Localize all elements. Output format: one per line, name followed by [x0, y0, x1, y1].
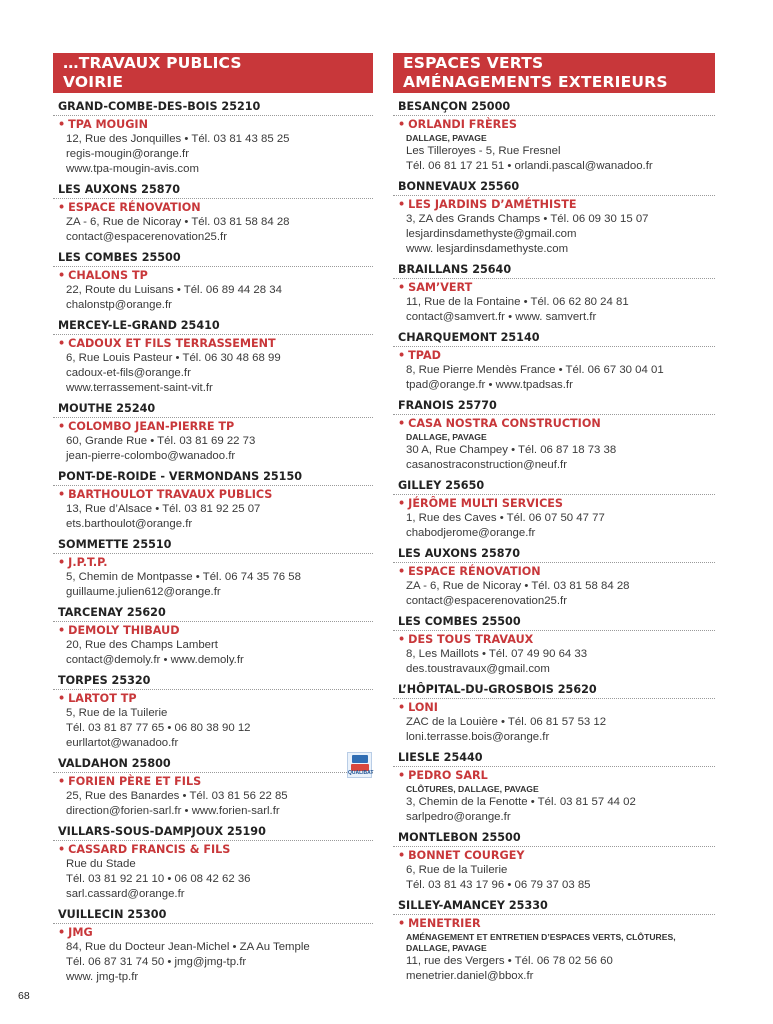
entry-city: CHARQUEMONT 25140 — [393, 330, 715, 347]
bullet-icon: • — [58, 556, 66, 569]
entry-contact-line: www. jmg-tp.fr — [66, 971, 139, 983]
directory-entry — [393, 478, 715, 541]
entry-contact-line: 11, Rue de la Fontaine • Tél. 06 62 80 24 81 — [406, 296, 629, 308]
directory-entry — [53, 824, 373, 902]
entry-contact-line: 30 A, Rue Champey • Tél. 06 87 18 73 38 — [406, 444, 617, 456]
entry-contact-line: ets.barthoulot@orange.fr — [66, 518, 193, 530]
bullet-icon: • — [398, 349, 406, 362]
directory-entry — [53, 250, 373, 313]
entry-contact-line: 5, Chemin de Montpasse • Tél. 06 74 35 76 58 — [66, 571, 301, 583]
directory-entry — [53, 99, 373, 177]
entry-contact-line: 60, Grande Rue • Tél. 03 81 69 22 73 — [66, 435, 256, 447]
entry-company — [53, 201, 373, 215]
entry-contact-line: www.tpa-mougin-avis.com — [66, 163, 199, 175]
entry-company — [393, 349, 715, 363]
company-name: BARTHOULOT TRAVAUX PUBLICS — [68, 488, 273, 501]
directory-entry — [393, 830, 715, 893]
entry-contact-line: 5, Rue de la Tuilerie — [66, 707, 168, 719]
entry-company — [393, 701, 715, 715]
entry-contact-line: www. lesjardinsdamethyste.com — [406, 243, 569, 255]
directory-entry — [53, 182, 373, 245]
section-header-travaux-publics — [53, 53, 373, 93]
entry-contact-line: 84, Rue du Docteur Jean-Michel • ZA Au Temple — [66, 941, 310, 953]
badge-top-shape — [352, 755, 368, 763]
directory-entry — [393, 179, 715, 257]
right-column — [393, 53, 715, 989]
entry-city: BONNEVAUX 25560 — [393, 179, 715, 196]
entry-contact-line: regis-mougin@orange.fr — [66, 148, 189, 160]
company-name: DES TOUS TRAVAUX — [408, 633, 534, 646]
company-name: TPA MOUGIN — [68, 118, 148, 131]
directory-entry — [53, 537, 373, 600]
entry-contact-line: contact@espacerenovation25.fr — [406, 595, 568, 607]
entry-contact-line: eurllartot@wanadoo.fr — [66, 737, 179, 749]
entry-contact-line: Tél. 03 81 43 17 96 • 06 79 37 03 85 — [406, 879, 591, 891]
entry-contact-line: Tél. 06 87 31 74 50 • jmg@jmg-tp.fr — [66, 956, 247, 968]
entry-note: AMÉNAGEMENT ET ENTRETIEN D’ESPACES VERTS, CLÔTURES, DALLAGE, PAVAGE — [406, 932, 676, 953]
left-column — [53, 53, 373, 990]
bullet-icon: • — [58, 624, 66, 637]
entry-company — [53, 118, 373, 132]
entry-contact-line: menetrier.daniel@bbox.fr — [406, 970, 534, 982]
entry-city: TORPES 25320 — [53, 673, 373, 690]
entry-contact-line: Les Tilleroyes - 5, Rue Fresnel — [406, 145, 561, 157]
company-name: SAM’VERT — [408, 281, 473, 294]
entry-contact-line: sarl.cassard@orange.fr — [66, 888, 185, 900]
directory-entry — [393, 99, 715, 174]
directory-entry — [393, 898, 715, 984]
bullet-icon: • — [58, 420, 66, 433]
entry-contact-line: ZA - 6, Rue de Nicoray • Tél. 03 81 58 84 28 — [406, 580, 630, 592]
entry-contact-line: 6, Rue de la Tuilerie — [406, 864, 508, 876]
entry-company — [53, 269, 373, 283]
entry-city: SILLEY-AMANCEY 25330 — [393, 898, 715, 915]
entry-city: L’HÔPITAL-DU-GROSBOIS 25620 — [393, 682, 715, 699]
company-name: ORLANDI FRÈRES — [408, 118, 517, 131]
directory-entry — [393, 614, 715, 677]
entry-city: VUILLECIN 25300 — [53, 907, 373, 924]
entry-company — [53, 926, 373, 940]
entry-city: GILLEY 25650 — [393, 478, 715, 495]
entry-city: MERCEY-LE-GRAND 25410 — [53, 318, 373, 335]
directory-entry — [393, 546, 715, 609]
entry-company — [393, 281, 715, 295]
entry-city: PONT-DE-ROIDE - VERMONDANS 25150 — [53, 469, 373, 486]
entry-contact-line: Tél. 03 81 87 77 65 • 06 80 38 90 12 — [66, 722, 251, 734]
entry-contact-line: 20, Rue des Champs Lambert — [66, 639, 218, 651]
company-name: BONNET COURGEY — [408, 849, 525, 862]
bullet-icon: • — [58, 775, 66, 788]
entry-company — [393, 118, 715, 132]
entry-company — [393, 917, 715, 931]
bullet-icon: • — [398, 497, 406, 510]
directory-entry — [53, 318, 373, 396]
entry-company — [393, 849, 715, 863]
entry-note: DALLAGE, PAVAGE — [406, 432, 487, 442]
right-entries-list — [393, 99, 715, 984]
entry-contact-line: contact@demoly.fr • www.demoly.fr — [66, 654, 244, 666]
entry-contact-line: 11, rue des Vergers • Tél. 06 78 02 56 60 — [406, 955, 613, 967]
bullet-icon: • — [398, 701, 406, 714]
company-name: JMG — [68, 926, 93, 939]
entry-contact-line: des.toustravaux@gmail.com — [406, 663, 550, 675]
entry-city: BRAILLANS 25640 — [393, 262, 715, 279]
company-name: LES JARDINS D’AMÉTHISTE — [408, 198, 577, 211]
company-name: FORIEN PÈRE ET FILS — [68, 775, 202, 788]
bullet-icon: • — [58, 201, 66, 214]
header-line-1: ESPACES VERTS — [403, 54, 544, 72]
entry-city: FRANOIS 25770 — [393, 398, 715, 415]
company-name: CASA NOSTRA CONSTRUCTION — [408, 417, 601, 430]
company-name: TPAD — [408, 349, 441, 362]
company-name: ESPACE RÉNOVATION — [408, 565, 541, 578]
entry-contact-line: casanostraconstruction@neuf.fr — [406, 459, 567, 471]
entry-contact-line: sarlpedro@orange.fr — [406, 811, 511, 823]
company-name: COLOMBO JEAN-PIERRE TP — [68, 420, 235, 433]
entry-contact-line: 25, Rue des Banardes • Tél. 03 81 56 22 85 — [66, 790, 288, 802]
entry-city: VILLARS-SOUS-DAMPJOUX 25190 — [53, 824, 373, 841]
header-line-2: VOIRIE — [63, 73, 124, 91]
entry-contact-line: 1, Rue des Caves • Tél. 06 07 50 47 77 — [406, 512, 605, 524]
directory-entry — [393, 262, 715, 325]
directory-entry — [393, 682, 715, 745]
company-name: LARTOT TP — [68, 692, 137, 705]
company-name: CASSARD FRANCIS & FILS — [68, 843, 231, 856]
entry-city: LES AUXONS 25870 — [53, 182, 373, 199]
bullet-icon: • — [398, 417, 406, 430]
entry-contact-line: 8, Les Maillots • Tél. 07 49 90 64 33 — [406, 648, 588, 660]
entry-company — [393, 565, 715, 579]
entry-company — [53, 692, 373, 706]
entry-city: LIESLE 25440 — [393, 750, 715, 767]
page-number: 68 — [18, 990, 30, 1002]
entry-city: MOUTHE 25240 — [53, 401, 373, 418]
company-name: LONI — [408, 701, 438, 714]
entry-city: LES COMBES 25500 — [393, 614, 715, 631]
bullet-icon: • — [58, 843, 66, 856]
entry-contact-line: contact@samvert.fr • www. samvert.fr — [406, 311, 597, 323]
entry-contact-line: Rue du Stade — [66, 858, 136, 870]
entry-contact-line: 22, Route du Luisans • Tél. 06 89 44 28 34 — [66, 284, 282, 296]
entry-contact-line: ZA - 6, Rue de Nicoray • Tél. 03 81 58 84 28 — [66, 216, 290, 228]
entry-contact-line: 3, ZA des Grands Champs • Tél. 06 09 30 15 07 — [406, 213, 649, 225]
bullet-icon: • — [58, 692, 66, 705]
entry-company — [53, 337, 373, 351]
entry-company — [393, 198, 715, 212]
directory-entry — [393, 750, 715, 825]
badge-label: QUALIBAT — [348, 770, 374, 776]
entry-city: GRAND-COMBE-DES-BOIS 25210 — [53, 99, 373, 116]
company-name: PEDRO SARL — [408, 769, 488, 782]
entry-contact-line: guillaume.julien612@orange.fr — [66, 586, 221, 598]
entry-company — [393, 417, 715, 431]
section-header-espaces-verts — [393, 53, 715, 93]
entry-company — [53, 488, 373, 502]
entry-city: SOMMETTE 25510 — [53, 537, 373, 554]
company-name: JÉRÔME MULTI SERVICES — [408, 497, 563, 510]
bullet-icon: • — [398, 565, 406, 578]
bullet-icon: • — [58, 926, 66, 939]
entry-note: CLÔTURES, DALLAGE, PAVAGE — [406, 784, 539, 794]
entry-contact-line: chabodjerome@orange.fr — [406, 527, 536, 539]
entry-company — [53, 420, 373, 434]
company-name: J.P.T.P. — [68, 556, 108, 569]
company-name: ESPACE RÉNOVATION — [68, 201, 201, 214]
entry-company — [393, 497, 715, 511]
directory-entry — [53, 401, 373, 464]
directory-entry — [53, 756, 373, 819]
entry-contact-line: ZAC de la Louière • Tél. 06 81 57 53 12 — [406, 716, 607, 728]
left-entries-list — [53, 99, 373, 985]
entry-contact-line: 3, Chemin de la Fenotte • Tél. 03 81 57 44 02 — [406, 796, 636, 808]
entry-company — [393, 633, 715, 647]
bullet-icon: • — [398, 917, 406, 930]
entry-note: DALLAGE, PAVAGE — [406, 133, 487, 143]
entry-contact-line: 8, Rue Pierre Mendès France • Tél. 06 67 30 04 01 — [406, 364, 664, 376]
entry-city: MONTLEBON 25500 — [393, 830, 715, 847]
entry-contact-line: loni.terrasse.bois@orange.fr — [406, 731, 550, 743]
bullet-icon: • — [398, 198, 406, 211]
entry-contact-line: contact@espacerenovation25.fr — [66, 231, 228, 243]
entry-company — [53, 775, 373, 789]
directory-entry — [393, 398, 715, 473]
company-name: DEMOLY THIBAUD — [68, 624, 180, 637]
bullet-icon: • — [398, 769, 406, 782]
header-line-2: AMÉNAGEMENTS EXTERIEURS — [403, 73, 668, 91]
entry-contact-line: 12, Rue des Jonquilles • Tél. 03 81 43 85 25 — [66, 133, 290, 145]
entry-contact-line: tpad@orange.fr • www.tpadsas.fr — [406, 379, 573, 391]
entry-company — [393, 769, 715, 783]
bullet-icon: • — [58, 269, 66, 282]
company-name: MENETRIER — [408, 917, 481, 930]
company-name: CADOUX ET FILS TERRASSEMENT — [68, 337, 276, 350]
directory-entry — [53, 469, 373, 532]
entry-contact-line: cadoux-et-fils@orange.fr — [66, 367, 191, 379]
directory-entry — [53, 907, 373, 985]
entry-contact-line: jean-pierre-colombo@wanadoo.fr — [66, 450, 236, 462]
directory-entry — [393, 330, 715, 393]
entry-contact-line: chalonstp@orange.fr — [66, 299, 172, 311]
bullet-icon: • — [398, 281, 406, 294]
directory-entry — [53, 605, 373, 668]
entry-contact-line: lesjardinsdamethyste@gmail.com — [406, 228, 577, 240]
entry-city: LES COMBES 25500 — [53, 250, 373, 267]
entry-contact-line: 13, Rue d’Alsace • Tél. 03 81 92 25 07 — [66, 503, 261, 515]
entry-contact-line: www.terrassement-saint-vit.fr — [66, 382, 213, 394]
entry-company — [53, 624, 373, 638]
entry-contact-line: Tél. 03 81 92 21 10 • 06 08 42 62 36 — [66, 873, 251, 885]
entry-company — [53, 556, 373, 570]
bullet-icon: • — [398, 118, 406, 131]
bullet-icon: • — [398, 849, 406, 862]
header-line-1: …TRAVAUX PUBLICS — [63, 54, 242, 72]
bullet-icon: • — [58, 118, 66, 131]
bullet-icon: • — [58, 337, 66, 350]
entry-contact-line: direction@forien-sarl.fr • www.forien-sarl.fr — [66, 805, 280, 817]
bullet-icon: • — [58, 488, 66, 501]
bullet-icon: • — [398, 633, 406, 646]
entry-city: BESANÇON 25000 — [393, 99, 715, 116]
entry-company — [53, 843, 373, 857]
entry-contact-line: Tél. 06 81 17 21 51 • orlandi.pascal@wanadoo.fr — [406, 160, 653, 172]
company-name: CHALONS TP — [68, 269, 148, 282]
entry-contact-line: 6, Rue Louis Pasteur • Tél. 06 30 48 68 99 — [66, 352, 281, 364]
qualibat-badge-icon — [347, 752, 372, 778]
entry-city: TARCENAY 25620 — [53, 605, 373, 622]
entry-city: LES AUXONS 25870 — [393, 546, 715, 563]
directory-entry — [53, 673, 373, 751]
entry-city: VALDAHON 25800 — [53, 756, 373, 773]
